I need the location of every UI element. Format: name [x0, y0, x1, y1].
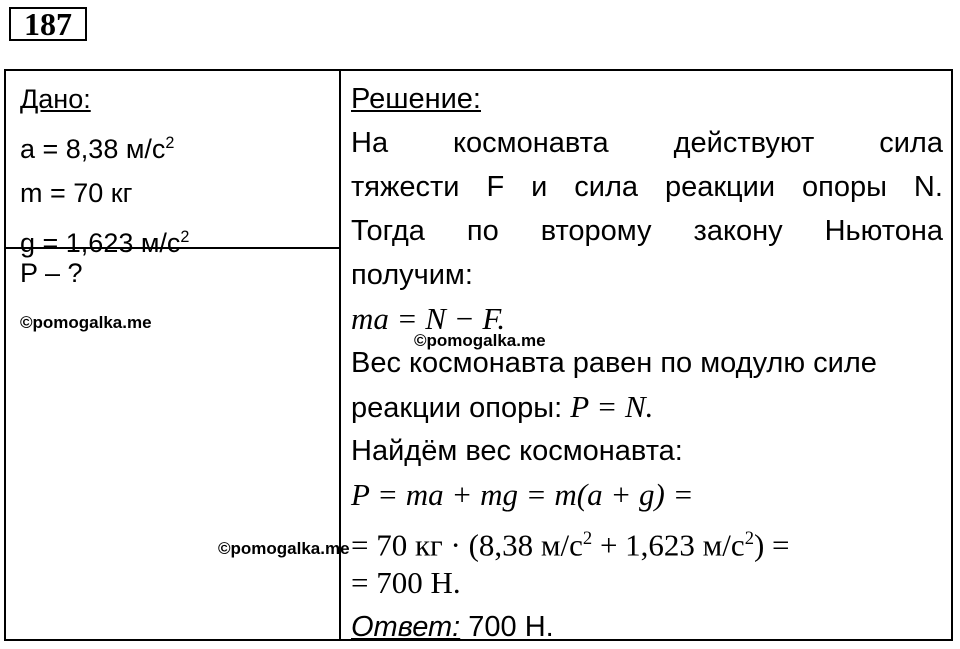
equation-substitution: = 70 кг · (8,38 $м/с^2 + 1,623$ $м/с^2$) = — [351, 527, 790, 563]
given-acceleration: a = 8,38 $м/с^2$ — [20, 134, 175, 164]
given-mass: m = 70 кг — [20, 178, 133, 208]
solution-table — [4, 69, 953, 641]
given-heading: Дано: — [20, 84, 91, 114]
answer-line: Ответ: 700 Н. — [351, 611, 554, 643]
solution-line-1: На космонавта действуют сила — [351, 127, 943, 159]
watermark: ©pomogalka.me — [414, 331, 546, 350]
solution-heading: Решение: — [351, 83, 481, 115]
equation-result: = 700 Н. — [351, 565, 461, 600]
solution-line-3: Тогда по второму закону Ньютона — [351, 215, 943, 247]
watermark: ©pomogalka.me — [20, 313, 152, 332]
solution-line-2: тяжести F и сила реакции опоры N. — [351, 171, 943, 203]
solution-line-6: реакции опоры: P = N. — [351, 389, 654, 424]
given-gravity: g = 1,623 $м/с^2$ — [20, 228, 190, 258]
equation-newton: ma = N − F. — [351, 301, 506, 336]
solution-section — [351, 77, 943, 649]
given-section — [20, 77, 334, 265]
find-quantity: P – ? — [20, 258, 83, 288]
problem-number: 187 — [9, 7, 87, 41]
solution-line-7: Найдём вес космонавта: — [351, 435, 683, 467]
solution-line-5: Вес космонавта равен по модулю силе — [351, 347, 877, 379]
watermark: ©pomogalka.me — [218, 539, 350, 558]
equation-weight: P = ma + mg = m(a + g) = — [351, 477, 694, 512]
solution-line-4: получим: — [351, 259, 473, 291]
